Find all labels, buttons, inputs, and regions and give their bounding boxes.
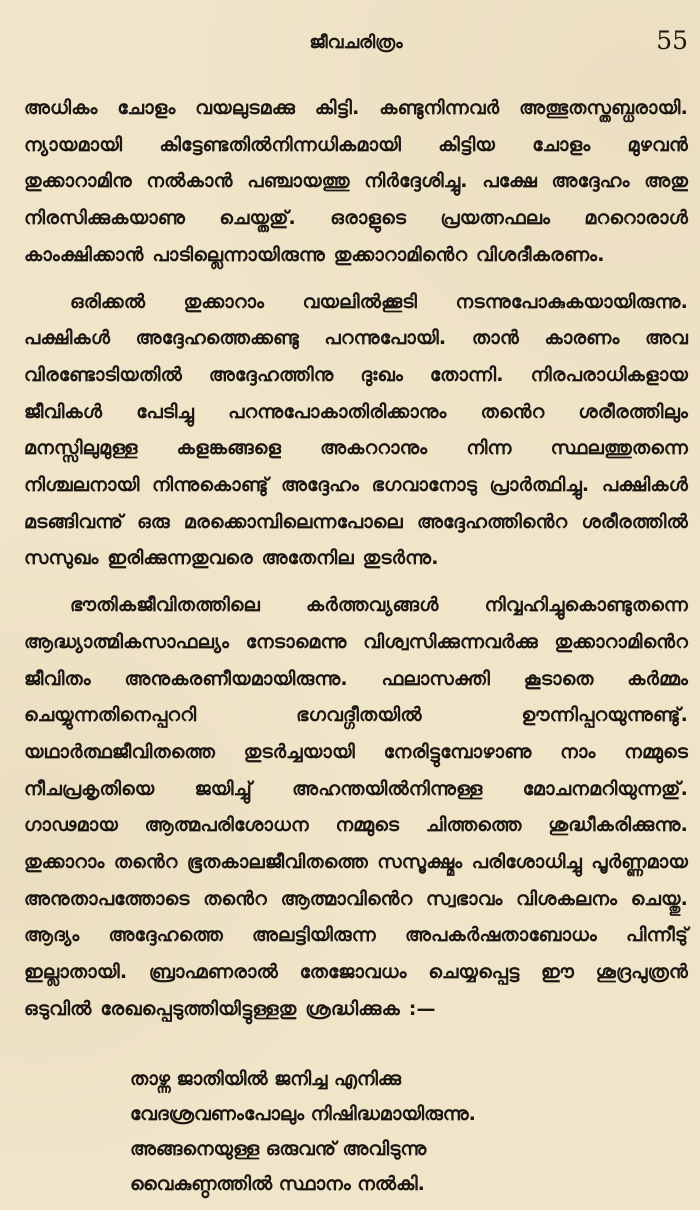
paragraph-continuation: അധികം ചോളം വയലുടമക്കു കിട്ടി. കണ്ടുനിന്നവർ അത്ഭുതസ്തബ്ധരായി. ന്യായമായി കിട്ടേണ്ടതിൽനിന്നധികമായി കിട്ടിയ ചോളം മുഴവൻ തുക്കാറാമിനു നൽകാൻ പഞ്ചായത്തു നിർദ്ദേശിച്ചു. പക്ഷേ അദ്ദേഹം അതു നിരസിക്കുകയാണു ചെയ്തതു്. ഒരാളുടെ പ്രയത്നഫലം മററൊരാൾ കാംക്ഷിക്കാൻ പാടില്ലെന്നായിരുന്നു തുക്കാറാമിൻെറ വിശദീകരണം. (24, 97, 688, 266)
paragraph: ഒരിക്കൽ തുക്കാറാം വയലിൽക്കൂടി നടന്നുപോകുകയായിരുന്നു. പക്ഷികൾ അദ്ദേഹത്തെക്കണ്ടു പറന്നുപോയി. താൻ കാരണം അവ വിരണ്ടോടിയതിൽ അദ്ദേഹത്തിനു ദുഃഖം തോന്നി. നിരപരാധികളായ ജീവികൾ പേടിച്ചു പറന്നുപോകാതിരിക്കാനും തൻെറ ശരീരത്തിലും മനസ്സിലുമുള്ള കളങ്കങ്ങളെ അകററാനും നിന്ന സ്ഥലത്തുതന്നെ നിശ്ചലനായി നിന്നുകൊണ്ടു് അദ്ദേഹം ഭഗവാനോടു പ്രാർത്ഥിച്ചു. പക്ഷികൾ മടങ്ങിവന്നു് ഒരു മരക്കൊമ്പിലെന്നപോലെ അദ്ദേഹത്തിൻെറ ശരീരത്തിൽ സസുഖം ഇരിക്കുന്നതുവരെ അതേനില തുടർന്നു. (24, 290, 688, 570)
verse-line: താഴ്ന്ന ജാതിയിൽ ജനിച്ച എനിക്കു (130, 1067, 401, 1090)
body-text (24, 90, 688, 1028)
paragraph: ഭൗതികജീവിതത്തിലെ കർത്തവ്യങ്ങൾ നിവ്വഹിച്ചുകൊണ്ടുതന്നെ ആദ്ധ്യാത്മികസാഫല്യം നേടാമെന്നു വിശ്വസിക്കുന്നവർക്കു തുക്കാറാമിൻെറ ജീവിതം അനുകരണീയമായിരുന്നു. ഫലാസക്തി കൂടാതെ കർമ്മം ചെയ്യുന്നതിനെപ്പററി ഭഗവദ്ഗീതയിൽ ഊന്നിപ്പറയുന്നുണ്ടു്. യഥാർത്ഥജീവിതത്തെ തുടർച്ചയായി നേരിട്ടുമ്പോഴാണു നാം നമ്മുടെ നീചപ്രകൃതിയെ ജയിച്ചു് അഹന്തയിൽനിന്നുള്ള മോചനമറിയുന്നതു്. ഗാഢമായ ആത്മപരിശോധന നമ്മുടെ ചിത്തത്തെ ശുദ്ധീകരിക്കുന്നു. തുക്കാറാം തൻെറ ഭൂതകാലജീവിതത്തെ സസൂക്ഷ്മം പരിശോധിച്ചു പൂർണ്ണമായ അനുതാപത്തോടെ തൻെറ ആത്മാവിൻെറ സ്വഭാവം വിശകലനം ചെയ്തു. ആദ്യം അദ്ദേഹത്തെ അലട്ടിയിരുന്ന അപകർഷതാബോധം പിന്നീടു് ഇല്ലാതായി. ബ്രാഹ്മണരാൽ തേജോവധം ചെയ്യപ്പെട്ട ഈ ശൂദ്രപുത്രൻ ഒടുവിൽ രേഖപ്പെടുത്തിയിട്ടുള്ളതു ശ്രദ്ധിക്കുക :— (24, 594, 688, 1020)
verse-line: വൈകുണ്ഠത്തിൽ സ്ഥാനം നൽകി. (130, 1172, 425, 1195)
verse-line: വേദശ്രവണംപോലും നിഷിദ്ധമായിരുന്നു. (130, 1102, 476, 1125)
page-header (24, 24, 688, 64)
verse-quote (130, 1062, 688, 1202)
running-title: ജീവചരിത്രം (309, 32, 403, 53)
verse-line: അങ്ങനെയുള്ള ഒരുവനു് അവിടുന്നു (130, 1137, 427, 1160)
page-number: 55 (656, 26, 688, 55)
